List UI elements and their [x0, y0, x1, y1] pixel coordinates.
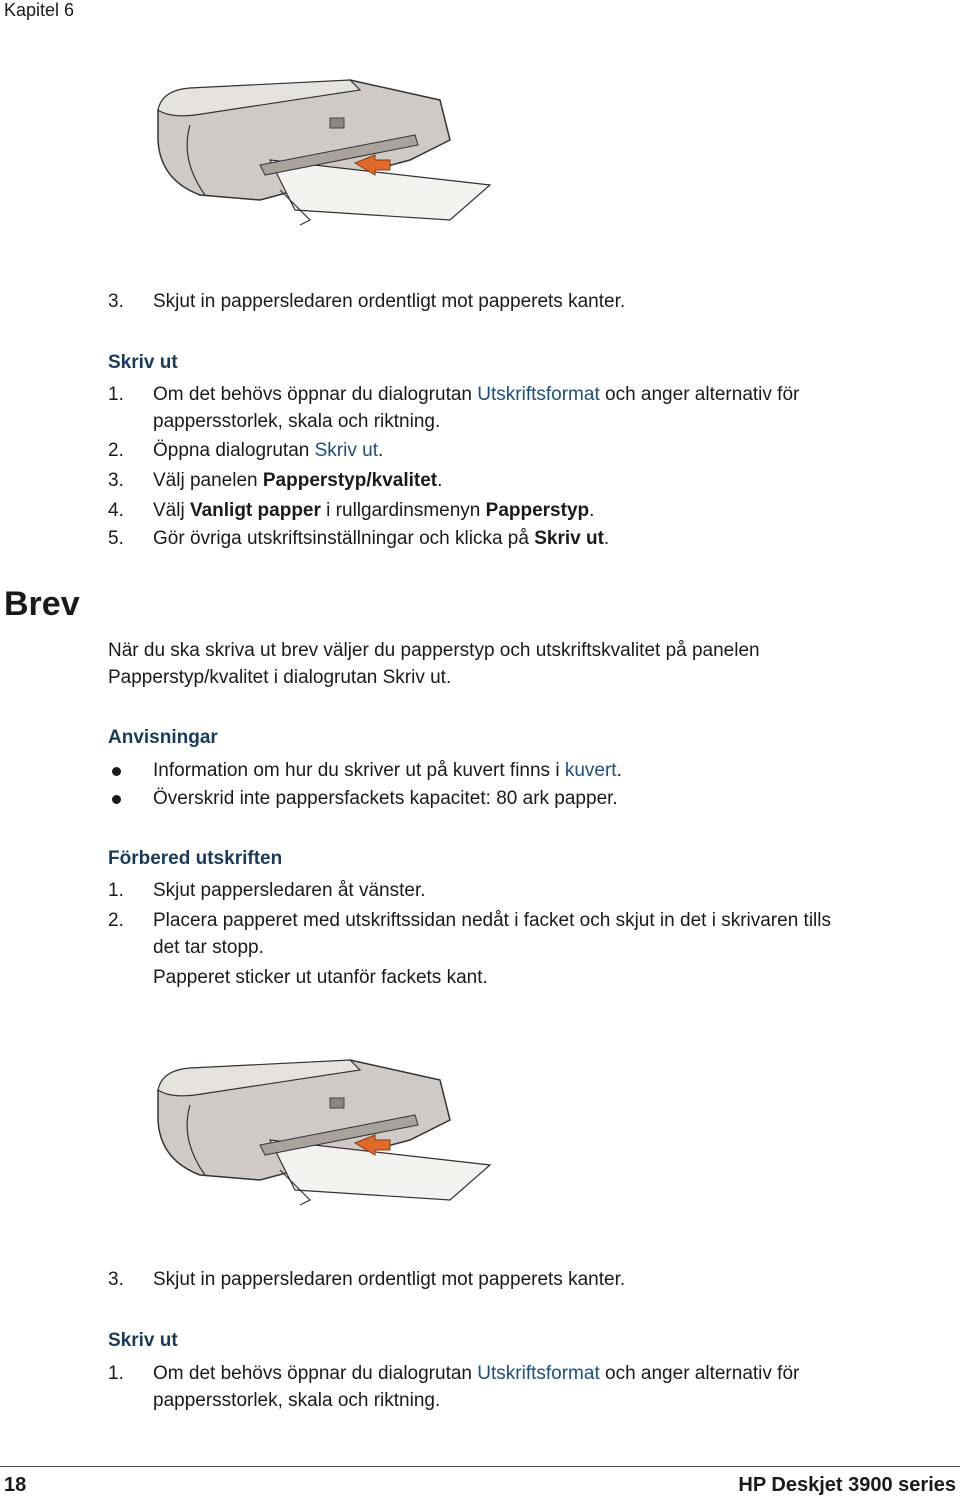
step-number: 3. — [108, 470, 124, 491]
step-text: Skjut in pappersledaren ordentligt mot papperets kanter. — [153, 1269, 626, 1290]
print-heading-2: Skriv ut — [108, 1330, 178, 1351]
step-text-cont: pappersstorlek, skala och riktning. — [153, 411, 441, 432]
guidelines-heading: Anvisningar — [108, 727, 218, 748]
guideline-item: Information om hur du skriver ut på kuvert finns i kuvert. — [153, 760, 622, 781]
bullet-icon — [112, 767, 121, 776]
intro-text: När du ska skriva ut brev väljer du papperstyp och utskriftskvalitet på panelen — [108, 640, 760, 661]
intro-text-cont: Papperstyp/kvalitet i dialogrutan Skriv ut. — [108, 667, 452, 688]
step-text-cont: det tar stopp. — [153, 937, 264, 958]
print-heading-1: Skriv ut — [108, 352, 178, 373]
step-text-cont: pappersstorlek, skala och riktning. — [153, 1390, 441, 1411]
step-text: Välj panelen Papperstyp/kvalitet. — [153, 470, 443, 491]
section-title-brev: Brev — [4, 585, 80, 623]
step-text: Öppna dialogrutan Skriv ut. — [153, 440, 384, 461]
step-number: 4. — [108, 500, 124, 521]
printer-icon — [158, 1060, 490, 1205]
step-number: 1. — [108, 1363, 124, 1384]
print-dialog-link[interactable]: Skriv ut — [314, 440, 378, 461]
step-text: Skjut pappersledaren åt vänster. — [153, 880, 426, 901]
step-text: Placera papperet med utskriftssidan nedåt i facket och skjut in det i skrivaren tills — [153, 910, 831, 931]
step-number: 3. — [108, 291, 124, 312]
printer-icon — [158, 80, 490, 225]
envelope-link[interactable]: kuvert — [564, 760, 617, 781]
step-text: Om det behövs öppnar du dialogrutan Utskriftsformat och anger alternativ för — [153, 1363, 800, 1384]
step-text: Välj Vanligt papper i rullgardinsmenyn Papperstyp. — [153, 500, 595, 521]
step-number: 3. — [108, 1269, 124, 1290]
step-text: Gör övriga utskriftsinställningar och klicka på Skriv ut. — [153, 528, 610, 549]
step-number: 1. — [108, 384, 124, 405]
step-text: Skjut in pappersledaren ordentligt mot papperets kanter. — [153, 291, 626, 312]
step-number: 1. — [108, 880, 124, 901]
page-number: 18 — [4, 1474, 27, 1496]
step-number: 2. — [108, 440, 124, 461]
step-note: Papperet sticker ut utanför fackets kant. — [153, 967, 488, 988]
guideline-item: Överskrid inte pappersfackets kapacitet: 80 ark papper. — [153, 788, 618, 809]
step-number: 2. — [108, 910, 124, 931]
bullet-icon — [112, 795, 121, 804]
step-text: Om det behövs öppnar du dialogrutan Utskriftsformat och anger alternativ för — [153, 384, 800, 405]
printer-illustration-1 — [150, 70, 510, 240]
chapter-header: Kapitel 6 — [4, 0, 75, 20]
page-setup-link[interactable]: Utskriftsformat — [477, 384, 600, 405]
product-name: HP Deskjet 3900 series — [738, 1474, 956, 1496]
page-setup-link[interactable]: Utskriftsformat — [477, 1363, 600, 1384]
footer-divider — [0, 1466, 960, 1467]
prepare-heading: Förbered utskriften — [108, 848, 283, 869]
printer-illustration-2 — [150, 1050, 510, 1220]
step-number: 5. — [108, 528, 124, 549]
